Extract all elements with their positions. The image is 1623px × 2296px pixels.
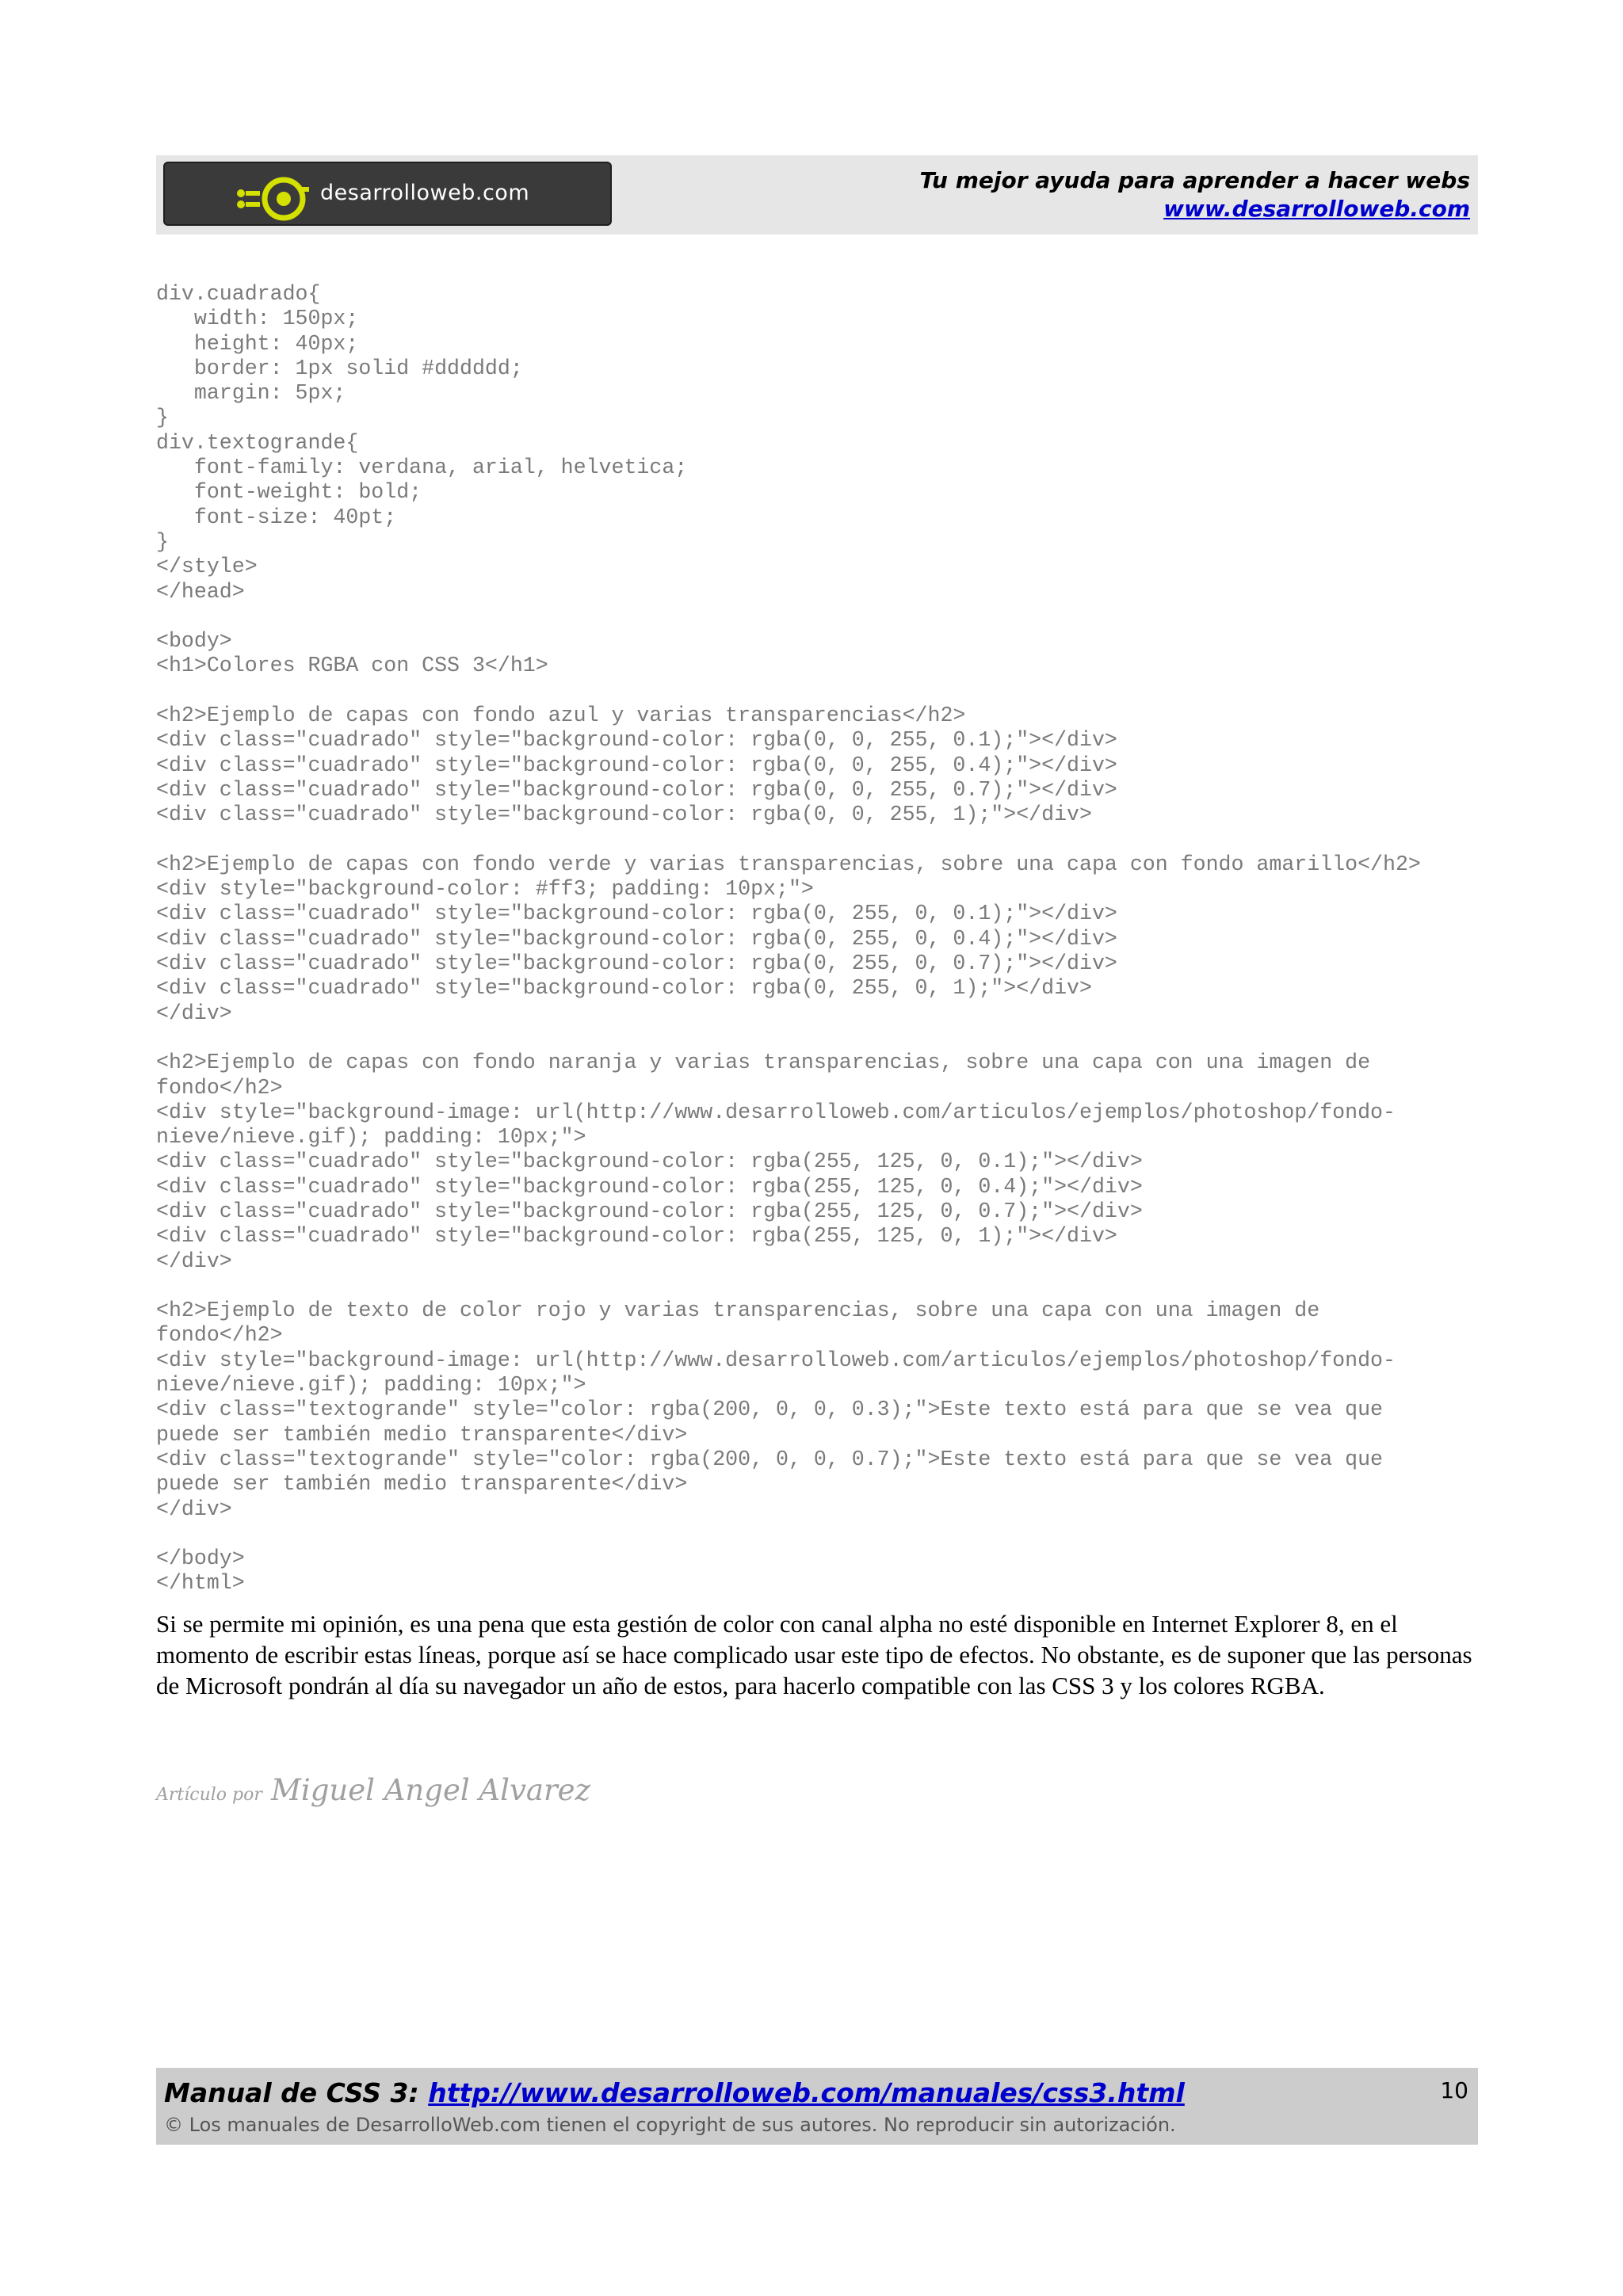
footer-title-label: Manual de CSS 3: [164, 2077, 419, 2108]
footer-manual-link[interactable]: http://www.desarrolloweb.com/manuales/css3.html [428, 2077, 1185, 2108]
page-footer [156, 2068, 1478, 2145]
copyright-notice: © Los manuales de DesarrolloWeb.com tienen el copyright de sus autores. No reproducir sin autorización. [164, 2114, 1176, 2136]
page-header [156, 155, 1478, 235]
article-byline [156, 1773, 590, 1807]
header-tagline [920, 166, 1470, 223]
body-paragraph: Si se permite mi opinión, es una pena que esta gestión de color con canal alpha no esté disponible en Internet Explorer 8, en el momento de escribir estas líneas, porque así se hace complicado usar este tipo de efectos. No obstante, es de suponer que las personas de Microsoft pondrán al día su navegador un año de estos, para hacerlo compatible con las CSS 3 y los colores RGBA. [156, 1610, 1472, 1699]
byline-author: Miguel Angel Alvarez [270, 1773, 591, 1807]
tagline-text: Tu mejor ayuda para aprender a hacer webs [919, 167, 1470, 193]
footer-manual-title [164, 2077, 1185, 2108]
header-site-link[interactable]: www.desarrolloweb.com [1163, 196, 1470, 222]
code-listing: div.cuadrado{ width: 150px; height: 40px; border: 1px solid #dddddd; margin: 5px; } div.textogrande{ font-family: verdana, arial, helvetica; font-weight: bold; font-size: 40pt; } </style> </head> <body> <h1>Colores RGBA con CSS 3</h1> <h2>Ejemplo de capas con fondo azul y varias transparencias</h2> <div class="cuadrado" style="background-color: rgba(0, 0, 255, 0.1);"></div> <div class="cuadrado" style="background-color: rgba(0, 0, 255, 0.4);"></div> <div class="cuadrado" style="background-color: rgba(0, 0, 255, 0.7);"></div> <div class="cuadrado" style="background-color: rgba(0, 0, 255, 1);"></div> <h2>Ejemplo de capas con fondo verde y varias transparencias, sobre una capa con fondo amarillo</h2> <div style="background-color: #ff3; padding: 10px;"> <div class="cuadrado" style="background-color: rgba(0, 255, 0, 0.1);"></div> <div class="cuadrado" style="background-color: rgba(0, 255, 0, 0.4);"></div> <div class="cuadrado" style="background-color: rgba(0, 255, 0, 0.7);"></div> <div class="cuadrado" style="background-color: rgba(0, 255, 0, 1);"></div> </div> <h2>Ejemplo de capas con fondo naranja y varias transparencias, sobre una capa con una imagen de fondo</h2> <div style="background-image: url(http://www.desarrolloweb.com/articulos/ejemplos/photoshop/fondo- nieve/nieve.gif); padding: 10px;"> <div class="cuadrado" style="background-color: rgba(255, 125, 0, 0.1);"></div> <div class="cuadrado" style="background-color: rgba(255, 125, 0, 0.4);"></div> <div class="cuadrado" style="background-color: rgba(255, 125, 0, 0.7);"></div> <div class="cuadrado" style="background-color: rgba(255, 125, 0, 1);"></div> </div> <h2>Ejemplo de texto de color rojo y varias transparencias, sobre una capa con una imagen de fondo</h2> <div style="background-image: url(http://www.desarrolloweb.com/articulos/ejemplos/photoshop/fondo- nieve/nieve.gif); padding: 10px;"> <div class="textogrande" style="color: rgba(200, 0, 0, 0.3);">Este texto está para que se vea que puede ser también medio transparente</div> <div class="textogrande" style="color: rgba(200, 0, 0, 0.7);">Este texto está para que se vea que puede ser también medio transparente</div> </div> </body> </html> [156, 282, 1421, 1596]
logo-text: desarrolloweb.com [320, 181, 530, 205]
desarrolloweb-logo[interactable] [163, 162, 612, 226]
byline-prefix: Artículo por [156, 1785, 262, 1805]
page-number: 10 [1440, 2077, 1468, 2103]
